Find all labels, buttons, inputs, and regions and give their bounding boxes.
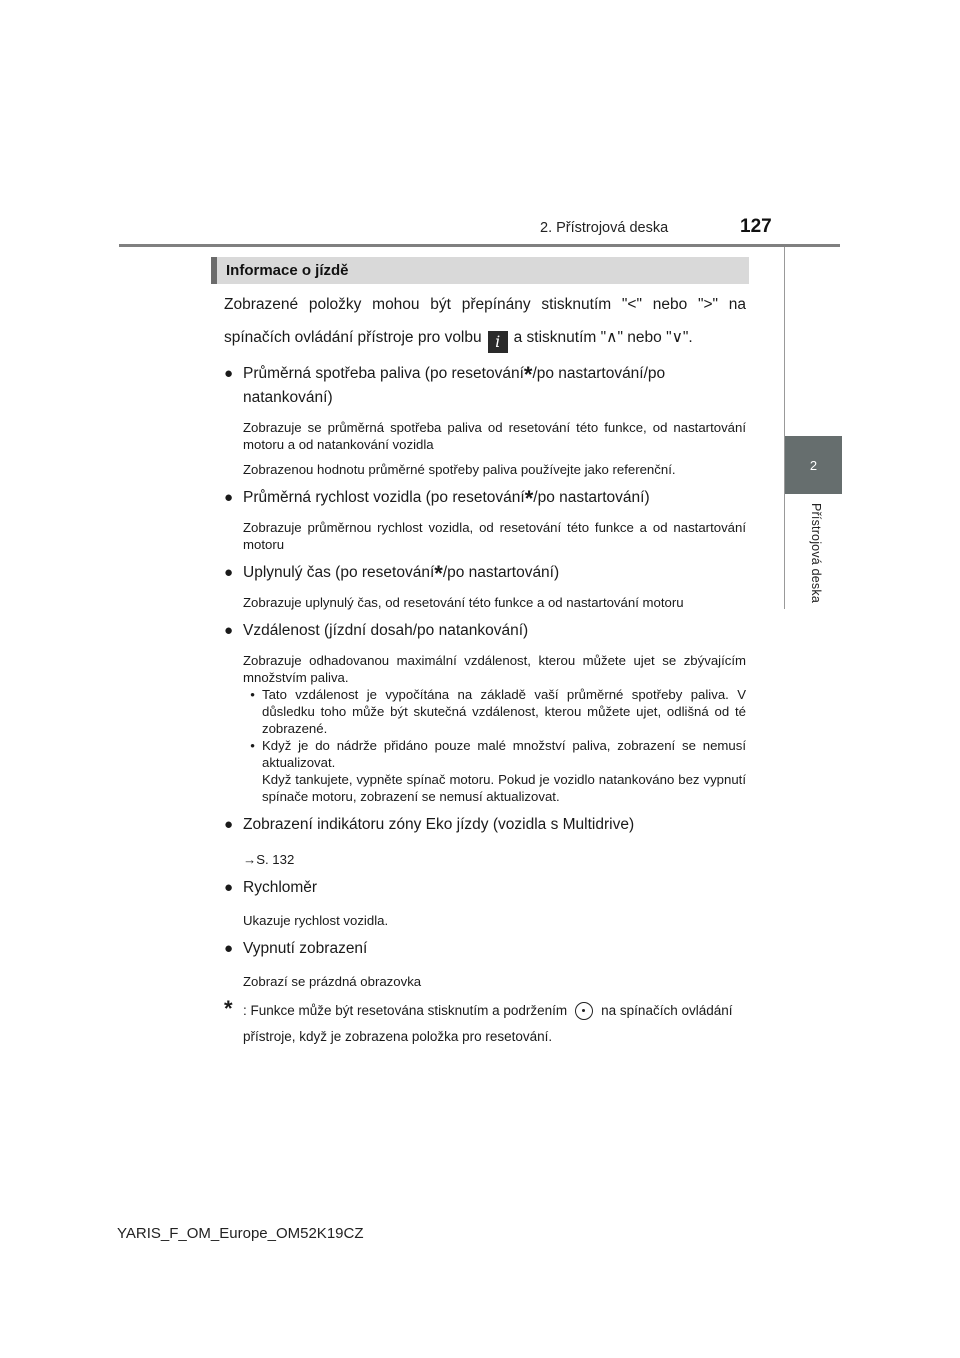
sub-item-text: Tato vzdálenost je vypočítána na základě vaší průměrné spotřeby paliva. V důsledku toho může být skutečná vzdálenost, kterou můžete ujet, odlišná od té zobrazené. (262, 687, 746, 736)
document-code: YARIS_F_OM_Europe_OM52K19CZ (117, 1225, 364, 1242)
item-title: Vzdálenost (jízdní dosah/po natankování) (243, 622, 529, 639)
asterisk-icon: * (224, 996, 233, 1021)
footnote (224, 998, 746, 1050)
item-description: Zobrazuje uplynulý čas, od resetování této funkce a od nastartování motoru (243, 595, 684, 610)
list-item (224, 813, 746, 837)
page-reference-link[interactable]: →S. 132 (243, 852, 295, 867)
header-divider (119, 244, 840, 247)
chapter-tab (785, 436, 842, 494)
bullet-icon: ● (224, 564, 234, 581)
item-title: Rychloměr (243, 879, 318, 896)
page-content (224, 288, 746, 1050)
bullet-icon: ● (224, 489, 234, 506)
section-heading (211, 257, 749, 284)
list-item (224, 619, 746, 643)
list-item (224, 876, 746, 900)
list-item (224, 362, 746, 410)
bullet-icon: ● (224, 940, 234, 957)
section-title: Informace o jízdě (226, 262, 349, 279)
item-note: Zobrazenou hodnotu průměrné spotřeby paliva používejte jako referenční. (243, 462, 676, 477)
sub-bullet-icon: • (250, 738, 255, 753)
bullet-icon: ● (224, 879, 234, 896)
bullet-icon: ● (224, 365, 234, 382)
item-title: Vypnutí zobrazení (243, 940, 368, 957)
asterisk-icon: * (434, 561, 443, 586)
item-description: Ukazuje rychlost vozidla. (243, 913, 389, 928)
list-item (224, 937, 746, 961)
intro-text-2: a stisknutím "∧" nebo "∨". (513, 329, 693, 346)
item-title: Zobrazení indikátoru zóny Eko jízdy (vozidla s Multidrive) (243, 816, 635, 833)
chapter-title: 2. Přístrojová deska (540, 220, 669, 236)
intro-text-1: Zobrazené položky mohou být přepínány stisknutím "<" nebo ">" na spínačích ovládání přístroje pro volbu (224, 296, 746, 346)
sub-item (243, 737, 746, 805)
page-number: 127 (740, 216, 772, 237)
item-title: Uplynulý čas (po resetování*/po nastartování) (243, 561, 560, 586)
footnote-text: : Funkce může být resetována stisknutím a podržením na spínačích ovládání přístroje, když je zobrazena položka pro resetování. (243, 1003, 733, 1044)
sub-bullet-icon: • (250, 687, 255, 702)
list-item (224, 486, 746, 510)
item-description: Zobrazuje odhadovanou maximální vzdálenost, kterou můžete ujet se zbývajícím množstvím paliva. (243, 653, 746, 685)
item-description: Zobrazí se prázdná obrazovka (243, 974, 422, 989)
item-description: Zobrazuje průměrnou rychlost vozidla, od resetování této funkce a od nastartování motoru (243, 520, 746, 552)
list-item (224, 561, 746, 585)
chapter-tab-number: 2 (809, 457, 818, 473)
item-description: Zobrazuje se průměrná spotřeba paliva od resetování této funkce, od nastartování motoru a od natankování vozidla (243, 420, 746, 452)
bullet-icon: ● (224, 622, 234, 639)
item-title: Průměrná rychlost vozidla (po resetování*/po nastartování) (243, 486, 650, 511)
info-icon: i (488, 331, 508, 353)
chapter-tab-label: Přístrojová deska (809, 503, 823, 603)
intro-paragraph (224, 288, 746, 354)
sub-item (243, 686, 746, 737)
select-button-icon (575, 1002, 593, 1020)
bullet-icon: ● (224, 816, 234, 833)
side-divider (784, 247, 785, 609)
item-title: Průměrná spotřeba paliva (po resetování*/po nastartování/po natankování) (243, 362, 666, 406)
asterisk-icon: * (523, 362, 533, 387)
sub-item-text: Když je do nádrže přidáno pouze malé množství paliva, zobrazení se nemusí aktualizovat. Když tankujete, vypněte spínač motoru. Pokud je vozidlo natankováno bez vypnutí spínače motoru, zobrazení se nemusí aktualizovat. (262, 738, 746, 804)
asterisk-icon: * (524, 486, 534, 511)
